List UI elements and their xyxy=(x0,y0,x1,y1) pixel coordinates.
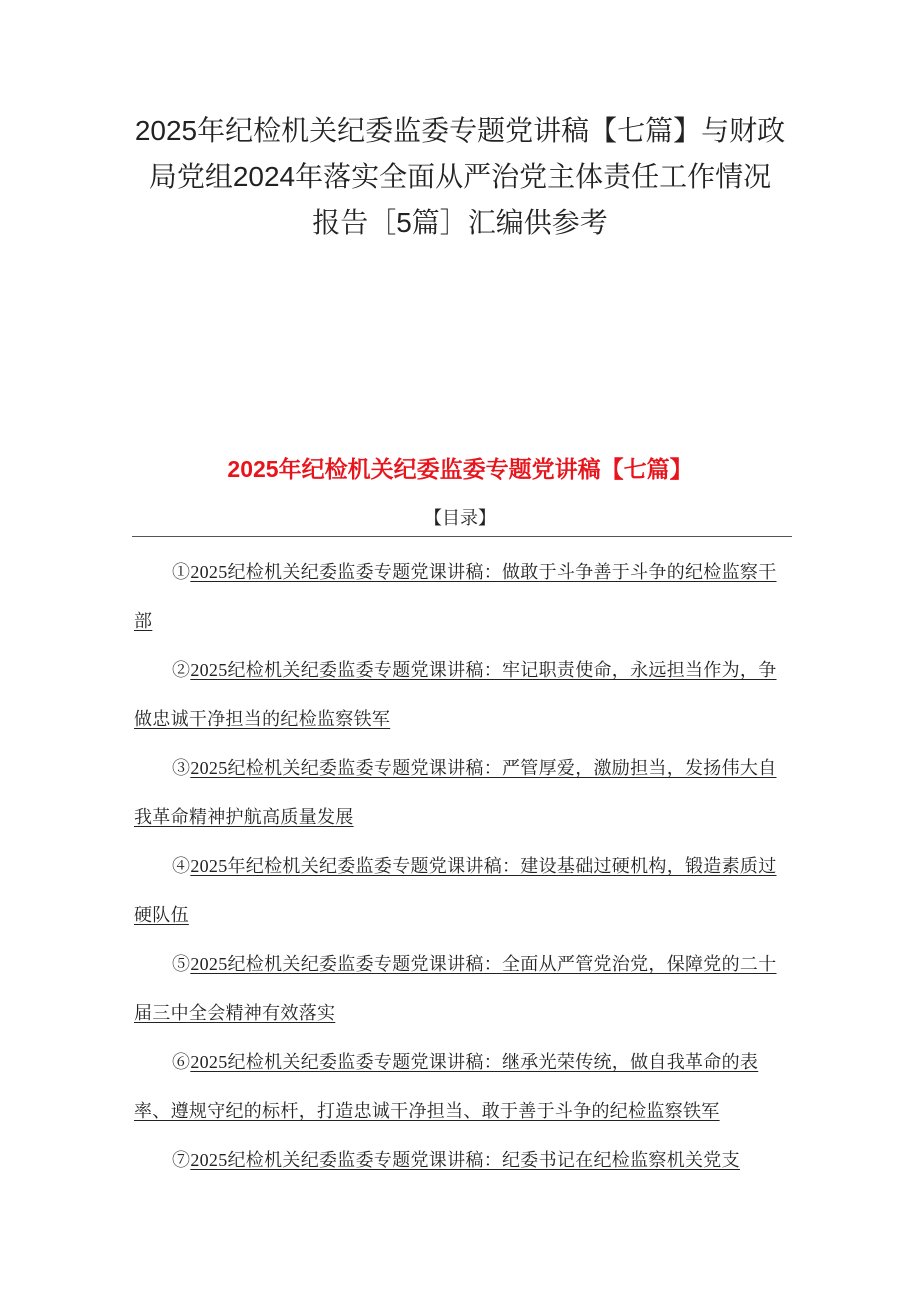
toc-item-3 xyxy=(134,744,794,842)
toc-item-number: ③ xyxy=(172,758,191,778)
toc-item-1 xyxy=(134,548,794,646)
toc-item-7 xyxy=(134,1136,794,1185)
toc-link-2[interactable]: 2025纪检机关纪委监委专题党课讲稿：牢记职责使命，永远担当作为，争做忠诚干净担当的纪检监察铁军 xyxy=(134,660,777,729)
toc-item-4 xyxy=(134,842,794,940)
toc-item-5 xyxy=(134,940,794,1038)
document-title-line-2: 局党组2024年落实全面从严治党主体责任工作情况 xyxy=(148,161,772,192)
toc-item-number: ⑤ xyxy=(172,954,191,974)
toc-item-2 xyxy=(134,646,794,744)
toc-link-1[interactable]: 2025纪检机关纪委监委专题党课讲稿：做敢于斗争善于斗争的纪检监察干部 xyxy=(134,562,777,631)
toc-item-number: ⑥ xyxy=(172,1052,191,1072)
toc-link-5[interactable]: 2025纪检机关纪委监委专题党课讲稿：全面从严管党治党，保障党的二十届三中全会精神有效落实 xyxy=(134,954,777,1023)
toc-item-6 xyxy=(134,1038,794,1136)
toc-link-7[interactable]: 2025纪检机关纪委监委专题党课讲稿：纪委书记在纪检监察机关党支 xyxy=(190,1150,740,1170)
toc-link-3[interactable]: 2025纪检机关纪委监委专题党课讲稿：严管厚爱，激励担当，发扬伟大自我革命精神护航高质量发展 xyxy=(134,758,777,827)
toc-label: 【目录】 xyxy=(424,508,496,528)
document-title-line-3: 报告［5篇］汇编供参考 xyxy=(312,207,608,238)
toc-item-number: ④ xyxy=(172,856,191,876)
toc-item-number: ① xyxy=(172,562,191,582)
toc-link-6[interactable]: 2025纪检机关纪委监委专题党课讲稿：继承光荣传统，做自我革命的表率、遵规守纪的标杆，打造忠诚干净担当、敢于善于斗争的纪检监察铁军 xyxy=(134,1052,759,1121)
toc-item-number: ⑦ xyxy=(172,1150,191,1170)
toc-link-4[interactable]: 2025年纪检机关纪委监委专题党课讲稿：建设基础过硬机构，锻造素质过硬队伍 xyxy=(134,856,777,925)
toc-divider xyxy=(132,536,792,537)
document-title-line-1: 2025年纪检机关纪委监委专题党讲稿【七篇】与财政 xyxy=(134,115,786,146)
document-title xyxy=(110,108,810,246)
section-title: 2025年纪检机关纪委监委专题党讲稿【七篇】 xyxy=(227,456,693,482)
toc-item-number: ② xyxy=(172,660,191,680)
table-of-contents xyxy=(134,548,794,1185)
